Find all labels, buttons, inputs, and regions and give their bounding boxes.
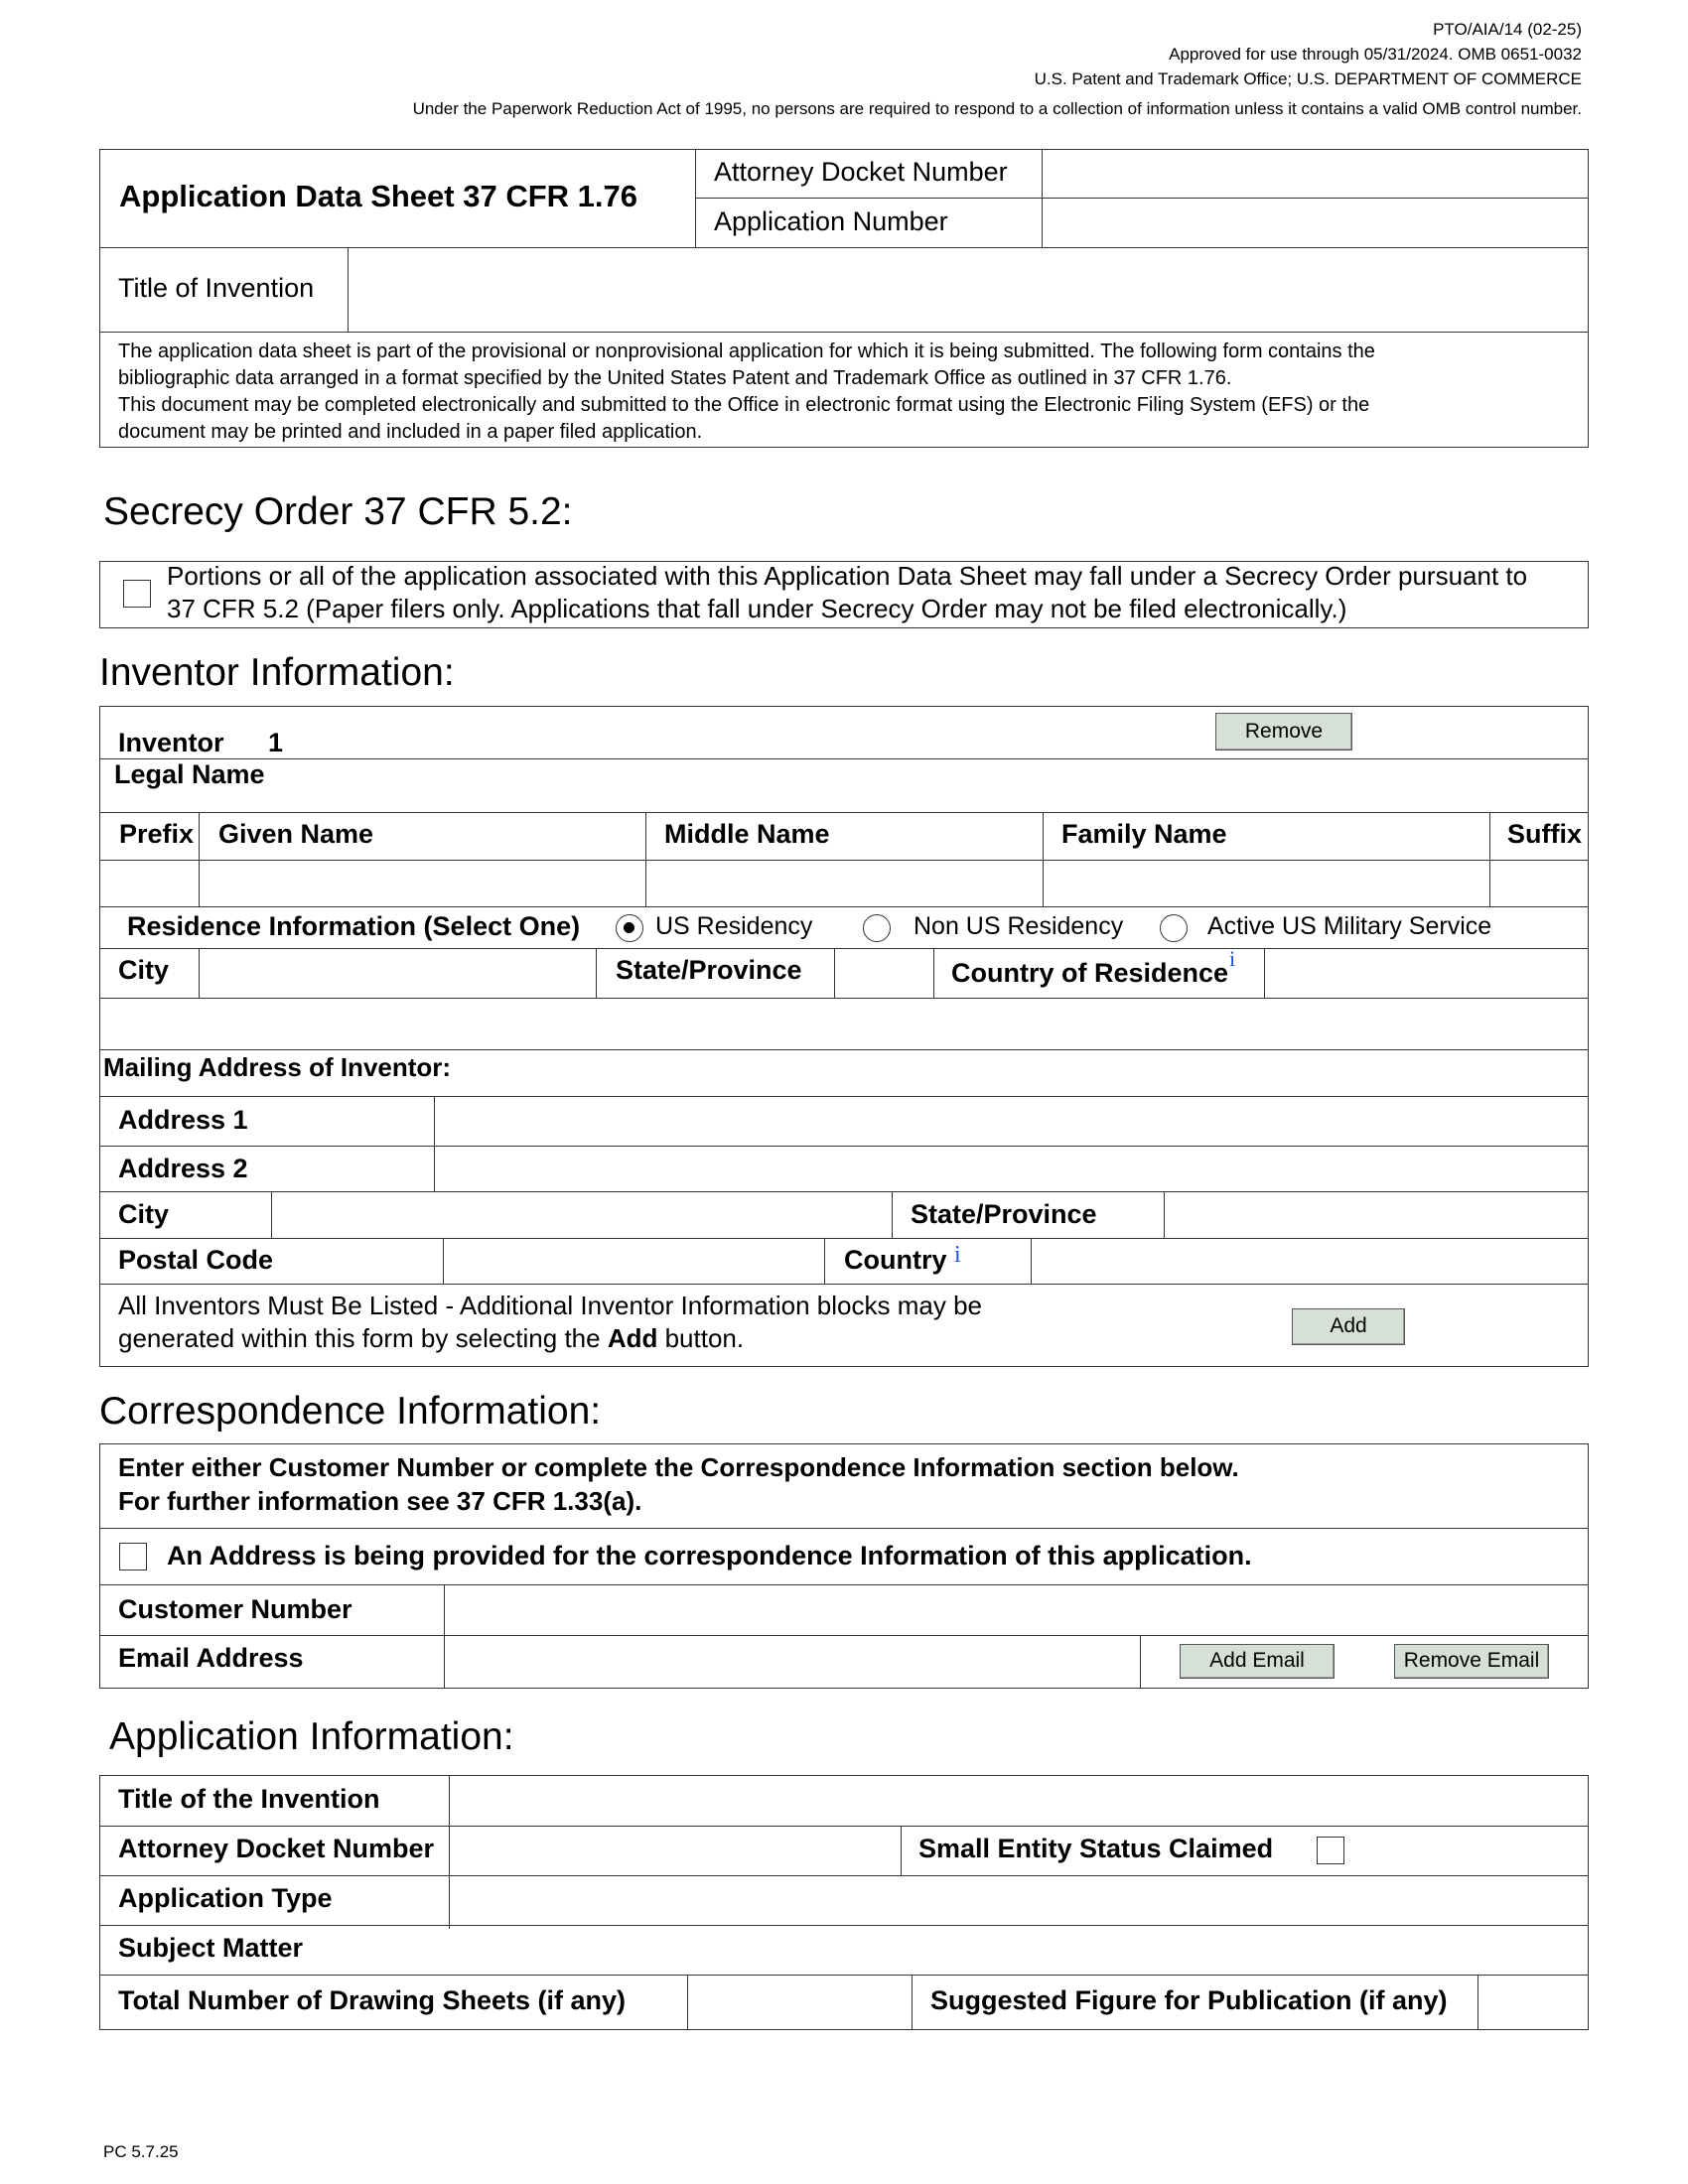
correspondence-address-label: An Address is being provided for the correspondence Information of this application. [167, 1541, 1252, 1570]
add-inventor-button[interactable]: Add [1292, 1308, 1405, 1345]
mail-city-label: City [118, 1199, 170, 1229]
suggested-figure-label: Suggested Figure for Publication (if any) [930, 1985, 1448, 2015]
mail-state-input[interactable] [1166, 1193, 1586, 1237]
mail-state-label: State/Province [911, 1199, 1097, 1229]
suffix-input[interactable] [1491, 862, 1587, 906]
footer-code: PC 5.7.25 [103, 2142, 179, 2161]
paperwork-notice: Under the Paperwork Reduction Act of 1995, no persons are required to respond to a collection of information unless it contains a valid OMB control number. [412, 99, 1582, 118]
intro-line-1: The application data sheet is part of the provisional or nonprovisional application for which it is being submitted. The following form contains the [118, 341, 1375, 362]
us-residency-radio[interactable] [616, 914, 643, 942]
application-heading: Application Information: [109, 1715, 514, 1758]
inventor-label: Inventor [118, 728, 224, 757]
intro-line-4: document may be printed and included in a paper filed application. [118, 421, 703, 443]
drawing-sheets-label: Total Number of Drawing Sheets (if any) [118, 1985, 627, 2015]
country-info-icon[interactable]: i [954, 1242, 961, 1268]
family-name-label: Family Name [1061, 819, 1227, 849]
remove-email-button[interactable]: Remove Email [1394, 1644, 1549, 1679]
attorney-docket-label: Attorney Docket Number [714, 157, 1008, 187]
middle-name-input[interactable] [647, 862, 1042, 906]
attorney-docket-input[interactable] [1045, 151, 1586, 197]
country-residence-label: Country of Residence [951, 958, 1229, 988]
all-inventors-line-2: generated within this form by selecting the Add button. [118, 1323, 745, 1353]
us-residency-label: US Residency [655, 912, 813, 940]
country-residence-input[interactable] [1266, 950, 1586, 997]
intro-line-2: bibliographic data arranged in a format specified by the United States Patent and Trademark Office as outlined in 37 CFR 1.76. [118, 367, 1232, 389]
app-title-input[interactable] [451, 1777, 1586, 1825]
suggested-figure-input[interactable] [1479, 1977, 1586, 2028]
intro-line-3: This document may be completed electronically and submitted to the Office in electronic format using the Electronic Filing System (EFS) or the [118, 394, 1370, 416]
family-name-input[interactable] [1045, 862, 1488, 906]
address2-label: Address 2 [118, 1154, 248, 1183]
prefix-input[interactable] [101, 862, 198, 906]
secrecy-text-1: Portions or all of the application associated with this Application Data Sheet may fall under a Secrecy Order pursuant to [167, 561, 1528, 591]
email-address-input[interactable] [446, 1637, 1139, 1687]
application-number-input[interactable] [1045, 201, 1586, 246]
inventor-heading: Inventor Information: [99, 651, 455, 694]
subject-matter-select[interactable] [451, 1927, 1586, 1973]
inventor-number: 1 [268, 728, 284, 757]
non-us-residency-radio[interactable] [863, 914, 891, 942]
given-name-label: Given Name [218, 819, 374, 849]
approval-line: Approved for use through 05/31/2024. OMB 0651-0032 [1169, 45, 1582, 64]
country-input[interactable] [1033, 1240, 1586, 1283]
military-radio[interactable] [1160, 914, 1188, 942]
ads-title: Application Data Sheet 37 CFR 1.76 [119, 179, 637, 213]
correspondence-address-checkbox[interactable] [119, 1543, 147, 1570]
state-label: State/Province [616, 955, 802, 985]
mailing-address-label: Mailing Address of Inventor: [103, 1052, 452, 1082]
suffix-label: Suffix [1507, 819, 1583, 849]
address1-label: Address 1 [118, 1105, 248, 1135]
country-residence-info-icon[interactable]: i [1229, 946, 1236, 971]
correspondence-instruction-1: Enter either Customer Number or complete the Correspondence Information section below. [118, 1452, 1239, 1482]
small-entity-checkbox[interactable] [1317, 1837, 1344, 1864]
residence-label: Residence Information (Select One) [127, 911, 581, 941]
correspondence-heading: Correspondence Information: [99, 1390, 602, 1433]
app-type-select[interactable] [451, 1877, 1586, 1923]
given-name-input[interactable] [201, 862, 644, 906]
address1-input[interactable] [436, 1098, 1586, 1145]
title-of-invention-label: Title of Invention [118, 273, 315, 303]
postal-code-label: Postal Code [118, 1245, 274, 1275]
app-title-label: Title of the Invention [118, 1784, 380, 1814]
postal-code-input[interactable] [445, 1240, 823, 1283]
add-email-button[interactable]: Add Email [1180, 1644, 1335, 1679]
application-number-label: Application Number [714, 206, 948, 236]
mail-city-input[interactable] [273, 1193, 891, 1237]
customer-number-label: Customer Number [118, 1594, 352, 1624]
remove-inventor-button[interactable]: Remove [1215, 713, 1352, 751]
drawing-sheets-input[interactable] [689, 1977, 911, 2028]
email-address-label: Email Address [118, 1643, 304, 1673]
correspondence-instruction-2: For further information see 37 CFR 1.33(a). [118, 1486, 642, 1516]
agency-line: U.S. Patent and Trademark Office; U.S. DEPARTMENT OF COMMERCE [1034, 69, 1582, 88]
customer-number-input[interactable] [446, 1586, 1586, 1634]
city-label: City [118, 955, 170, 985]
middle-name-label: Middle Name [664, 819, 830, 849]
secrecy-text-2: 37 CFR 5.2 (Paper filers only. Applications that fall under Secrecy Order may not be filed electronically.) [167, 594, 1347, 623]
app-docket-input[interactable] [451, 1828, 900, 1874]
state-input[interactable] [836, 950, 932, 997]
subject-matter-label: Subject Matter [118, 1933, 304, 1963]
country-label: Country [844, 1245, 947, 1275]
app-docket-label: Attorney Docket Number [118, 1834, 435, 1863]
app-type-label: Application Type [118, 1883, 333, 1913]
form-id: PTO/AIA/14 (02-25) [1433, 20, 1582, 39]
title-of-invention-input[interactable] [351, 250, 1586, 331]
military-label: Active US Military Service [1207, 912, 1492, 940]
small-entity-label: Small Entity Status Claimed [918, 1834, 1274, 1863]
city-input[interactable] [201, 950, 595, 997]
address2-input[interactable] [436, 1148, 1586, 1190]
secrecy-heading: Secrecy Order 37 CFR 5.2: [103, 490, 573, 533]
secrecy-checkbox[interactable] [123, 580, 151, 608]
prefix-label: Prefix [119, 819, 195, 849]
legal-name-label: Legal Name [114, 759, 265, 789]
all-inventors-line-1: All Inventors Must Be Listed - Additional Inventor Information blocks may be [118, 1291, 982, 1320]
non-us-residency-label: Non US Residency [914, 912, 1124, 940]
